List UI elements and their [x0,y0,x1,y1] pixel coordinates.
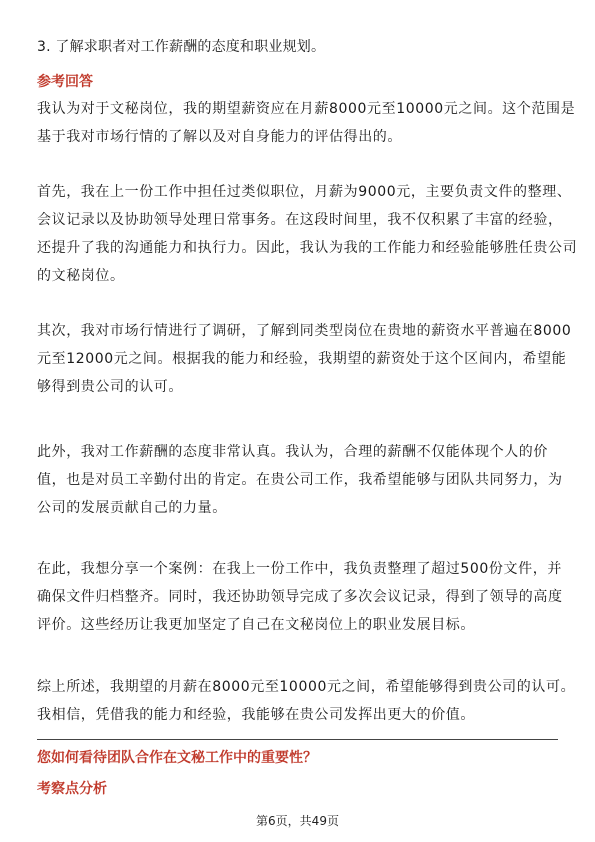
paragraph-line: 在此，我想分享一个案例：在我上一份工作中，我负责整理了超过500份文件，并 [37,561,562,577]
reference-answer-heading: 参考回答 [37,74,93,90]
paragraph-line: 还提升了我的沟通能力和执行力。因此，我认为我的工作能力和经验能够胜任贵公司 [37,240,578,256]
paragraph-line: 综上所述，我期望的月薪在8000元至10000元之间，希望能够得到贵公司的认可。 [37,679,576,695]
paragraph-line: 够得到贵公司的认可。 [37,379,183,395]
page-number-footer: 第6页，共49页 [256,814,339,828]
section-divider [37,739,558,740]
paragraph-line: 基于我对市场行情的了解以及对自身能力的评估得出的。 [37,129,402,145]
paragraph-line: 的文秘岗位。 [37,268,125,284]
paragraph-line: 评价。这些经历让我更加坚定了自己在文秘岗位上的职业发展目标。 [37,617,475,633]
paragraph-line: 我认为对于文秘岗位，我的期望薪资应在月薪8000元至10000元之间。这个范围是 [37,101,576,117]
answer-paragraph [37,317,572,401]
answer-paragraph [37,178,578,290]
paragraph-line: 我相信，凭借我的能力和经验，我能够在贵公司发挥出更大的价值。 [37,707,475,723]
paragraph-line: 其次，我对市场行情进行了调研，了解到同类型岗位在贵地的薪资水平普遍在8000 [37,323,572,339]
paragraph-line: 值，也是对员工辛勤付出的肯定。在贵公司工作，我希望能够与团队共同努力，为 [37,472,563,488]
analysis-heading: 考察点分析 [37,781,107,797]
answer-paragraph [37,673,576,729]
answer-paragraph [37,438,562,522]
paragraph-line: 公司的发展贡献自己的力量。 [37,500,227,516]
intro-list-item: 3. 了解求职者对工作薪酬的态度和职业规划。 [37,39,326,55]
paragraph-line: 首先，我在上一份工作中担任过类似职位，月薪为9000元，主要负责文件的整理、 [37,184,572,200]
paragraph-line: 会议记录以及协助领导处理日常事务。在这段时间里，我不仅积累了丰富的经验， [37,212,563,228]
paragraph-line: 确保文件归档整齐。同时，我还协助领导完成了多次会议记录，得到了领导的高度 [37,589,563,605]
paragraph-line: 此外，我对工作薪酬的态度非常认真。我认为，合理的薪酬不仅能体现个人的价 [37,444,548,460]
answer-paragraph [37,555,562,639]
next-question-heading: 您如何看待团队合作在文秘工作中的重要性？ [37,750,317,766]
answer-paragraph [37,95,576,151]
paragraph-line: 元至12000元之间。根据我的能力和经验，我期望的薪资处于这个区间内，希望能 [37,351,567,367]
